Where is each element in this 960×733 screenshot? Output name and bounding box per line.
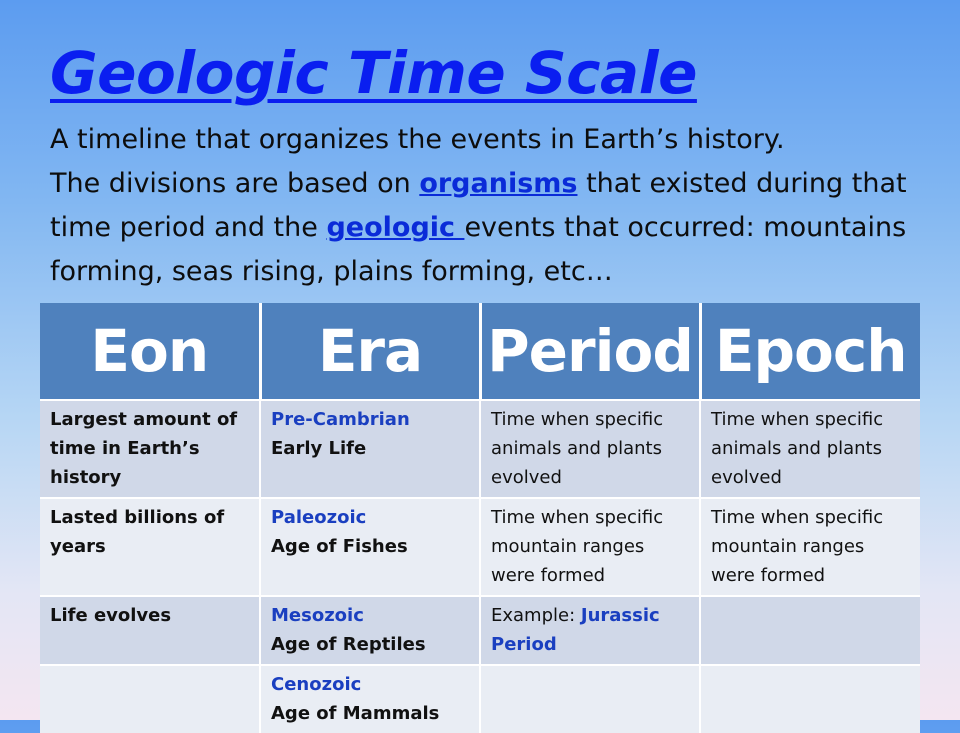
table-row	[40, 596, 920, 665]
era-cell	[260, 498, 480, 596]
era-cell	[260, 400, 480, 498]
period-example-highlight: Jurassic Period	[491, 605, 660, 655]
table-header-row	[40, 303, 920, 400]
period-cell: Time when specific animals and plants evolved	[480, 400, 700, 498]
era-name: Pre-Cambrian	[271, 409, 410, 430]
table-row	[40, 400, 920, 498]
period-example-prefix: Example:	[491, 605, 581, 626]
era-description: Early Life	[271, 438, 367, 459]
time-scale-table-container	[40, 303, 920, 733]
era-name: Cenozoic	[271, 674, 362, 695]
header-period: Period	[480, 303, 700, 400]
period-cell	[480, 596, 700, 665]
intro-line-1: A timeline that organizes the events in Earth’s history.	[50, 124, 785, 155]
organisms-link[interactable]: organisms	[419, 168, 578, 199]
era-description: Age of Fishes	[271, 536, 408, 557]
eon-cell: Largest amount of time in Earth’s history	[40, 400, 260, 498]
eon-cell: Lasted billions of years	[40, 498, 260, 596]
table-row	[40, 665, 920, 733]
intro-part-2: that existed during that time period and the	[50, 168, 907, 243]
table-row	[40, 498, 920, 596]
intro-part-3: events that occurred: mountains forming, seas rising, plains forming, etc…	[50, 212, 907, 287]
period-cell	[480, 665, 700, 733]
era-cell	[260, 665, 480, 733]
epoch-cell: Time when specific mountain ranges were formed	[700, 498, 920, 596]
era-name: Paleozoic	[271, 507, 367, 528]
era-description: Age of Reptiles	[271, 634, 426, 655]
header-epoch: Epoch	[700, 303, 920, 400]
header-era: Era	[260, 303, 480, 400]
era-cell	[260, 596, 480, 665]
slide-title: Geologic Time Scale	[50, 39, 697, 107]
intro-part-1: The divisions are based on	[50, 168, 420, 199]
time-scale-table	[40, 303, 920, 733]
geologic-link[interactable]: geologic	[326, 212, 465, 243]
epoch-cell	[700, 596, 920, 665]
epoch-cell	[700, 665, 920, 733]
intro-text	[50, 118, 930, 294]
epoch-cell: Time when specific animals and plants evolved	[700, 400, 920, 498]
era-description: Age of Mammals	[271, 703, 440, 724]
period-cell: Time when specific mountain ranges were formed	[480, 498, 700, 596]
eon-cell	[40, 665, 260, 733]
era-name: Mesozoic	[271, 605, 364, 626]
eon-cell: Life evolves	[40, 596, 260, 665]
header-eon: Eon	[40, 303, 260, 400]
